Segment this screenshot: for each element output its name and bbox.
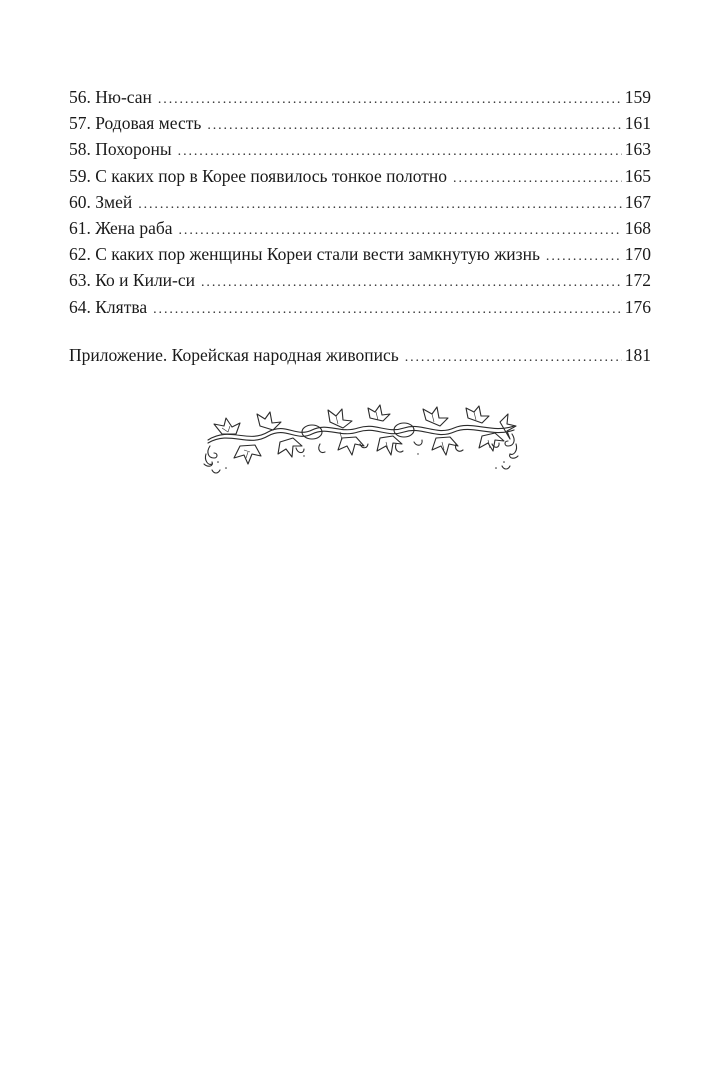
toc-entry-title: 61. Жена раба bbox=[69, 217, 173, 238]
toc-entry-page: 161 bbox=[624, 113, 651, 134]
toc-entry-page: 172 bbox=[624, 270, 651, 291]
toc-entry[interactable] bbox=[69, 294, 651, 320]
toc-entry[interactable] bbox=[69, 163, 651, 189]
toc-entry[interactable] bbox=[69, 215, 651, 241]
toc-entry-title: 56. Ню-сан bbox=[69, 87, 152, 107]
toc-entry-page: 167 bbox=[624, 191, 651, 212]
toc-appendix-title: Приложение. Корейская народная живопись bbox=[69, 344, 399, 365]
toc-entry[interactable] bbox=[69, 136, 651, 162]
toc-entry[interactable] bbox=[69, 189, 651, 215]
table-of-contents bbox=[69, 84, 651, 368]
toc-entry-title: 64. Клятва bbox=[69, 296, 148, 317]
toc-entry-title: 62. С каких пор женщины Кореи стали вести замкнутую жизнь bbox=[69, 244, 540, 265]
toc-entry[interactable] bbox=[69, 267, 651, 293]
dot-leader bbox=[138, 192, 622, 218]
toc-appendix-page: 181 bbox=[624, 344, 651, 365]
toc-entry[interactable] bbox=[69, 84, 651, 110]
dot-leader bbox=[453, 166, 622, 192]
toc-entry-page: 165 bbox=[624, 165, 651, 186]
toc-entry[interactable] bbox=[69, 110, 651, 136]
dot-leader bbox=[153, 297, 622, 323]
toc-entry-page: 170 bbox=[624, 244, 651, 265]
dot-leader bbox=[201, 270, 622, 296]
floral-vine-ornament-icon bbox=[200, 404, 522, 484]
toc-entry-title: 60. Змей bbox=[69, 191, 133, 212]
toc-entry-page: 159 bbox=[624, 87, 651, 107]
dot-leader bbox=[158, 87, 622, 113]
toc-entry-page: 176 bbox=[624, 296, 651, 317]
toc-entry-page: 168 bbox=[624, 217, 651, 238]
toc-entry-title: 57. Родовая месть bbox=[69, 113, 202, 134]
toc-entry-title: 59. С каких пор в Корее появилось тонкое полотно bbox=[69, 165, 448, 186]
dot-leader bbox=[405, 345, 622, 371]
toc-entry[interactable] bbox=[69, 241, 651, 267]
dot-leader bbox=[546, 244, 622, 270]
toc-appendix-entry[interactable] bbox=[69, 342, 651, 368]
toc-entry-title: 63. Ко и Кили-си bbox=[69, 270, 196, 291]
toc-entry-title: 58. Похороны bbox=[69, 139, 172, 160]
toc-entry-page: 163 bbox=[624, 139, 651, 160]
dot-leader bbox=[207, 113, 621, 139]
